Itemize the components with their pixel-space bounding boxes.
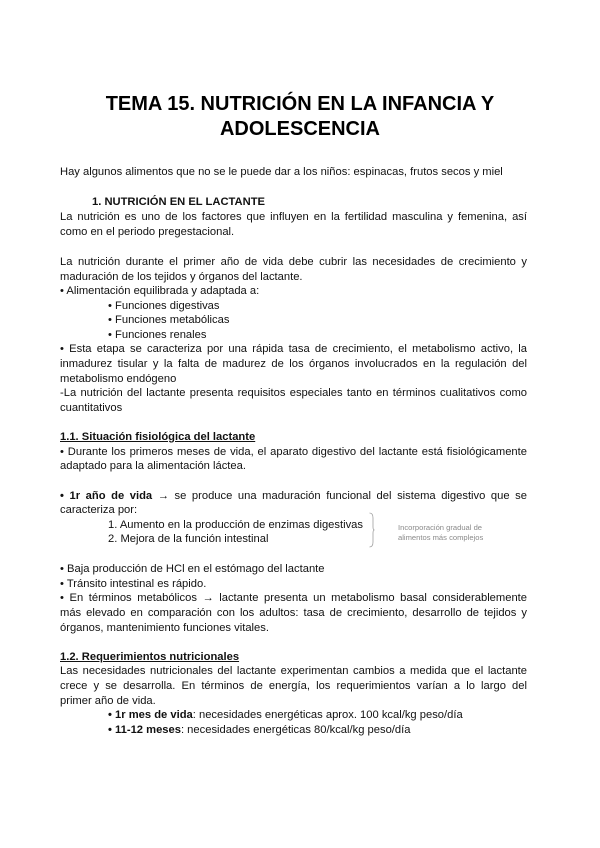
req-primer-mes	[108, 708, 463, 723]
s12-p1-line2: crece y se desarrolla. En términos de energía, los requerimientos varían a lo largo del	[60, 680, 527, 692]
s1-p1-line1: La nutrición es uno de los factores que influyen en la fertilidad masculina y femenina, así	[60, 211, 527, 223]
s11-p2-line2: caracteriza por:	[60, 504, 138, 516]
sub-bullet-renales: • Funciones renales	[108, 329, 207, 341]
s1-p2-line2: maduración de los tejidos y órganos del lactante.	[60, 271, 303, 283]
req-11-12-meses	[108, 723, 410, 738]
s1-p1-line2: como en el periodo pregestacional.	[60, 226, 235, 238]
bullet-metabolicos-line1: • En términos metabólicos → lactante presenta un metabolismo basal considerablemente	[60, 592, 527, 604]
s1-p4-line1: -La nutrición del lactante presenta requisitos especiales tanto en términos cualitativos como	[60, 387, 527, 399]
section-1-heading: 1. NUTRICIÓN EN EL LACTANTE	[92, 196, 265, 208]
handwritten-note-line2: alimentos más complejos	[398, 533, 484, 542]
s12-p1-line1: Las necesidades nutricionales del lactante experimentan cambios a medida que el lactante	[60, 665, 527, 677]
s1-p4-line2: cuantitativos	[60, 402, 123, 414]
page-title	[40, 92, 560, 142]
sub-bullet-digestivas: • Funciones digestivas	[108, 300, 220, 312]
s1-p3-line2: inmadurez tisular y la falta de madurez de los órganos involucrados en la regulación del	[60, 358, 527, 370]
bullet-metabolicos-line3: órganos, mantenimiento funciones vitales.	[60, 622, 269, 634]
bullet-transito: • Tránsito intestinal es rápido.	[60, 578, 207, 590]
s1-p3-line1: • Esta etapa se caracteriza por una rápida tasa de crecimiento, el metabolismo activo, la	[60, 343, 527, 355]
s11-p1-line2: adaptado para la alimentación láctea.	[60, 460, 246, 472]
req-11-12-meses-label: • 11-12 meses	[108, 724, 181, 736]
handwritten-brace-icon	[369, 512, 375, 548]
primer-ano-label: • 1r año de vida	[60, 490, 153, 502]
title-line-2: ADOLESCENCIA	[219, 118, 380, 140]
s1-p3-line3: metabolismo endógeno	[60, 373, 177, 385]
req-11-12-meses-text: : necesidades energéticas 80/kcal/kg peso/día	[180, 724, 411, 736]
handwritten-note-line1: Incorporación gradual de	[398, 523, 483, 532]
s12-p1-line3: primer año de vida.	[60, 695, 156, 707]
primer-ano-text: → se produce una maduración funcional del sistema digestivo que se	[152, 490, 527, 502]
intro-text: Hay algunos alimentos que no se le puede dar a los niños: espinacas, frutos secos y miel	[60, 166, 503, 178]
title-line-1: TEMA 15. NUTRICIÓN EN LA INFANCIA Y	[105, 93, 495, 115]
section-1-2-heading: 1.2. Requerimientos nutricionales	[60, 651, 240, 663]
list-item-1: 1. Aumento en la producción de enzimas digestivas	[108, 519, 363, 531]
bullet-metabolicos-line2: más elevado en comparación con los adultos: tasa de crecimiento, desarrollo de tejidos y	[60, 607, 527, 619]
section-1-1-heading: 1.1. Situación fisiológica del lactante	[60, 431, 256, 443]
bullet-hcl: • Baja producción de HCl en el estómago del lactante	[60, 563, 325, 575]
req-primer-mes-text: : necesidades energéticas aprox. 100 kcal/kg peso/día	[192, 709, 463, 721]
bullet-alimentacion: • Alimentación equilibrada y adaptada a:	[60, 285, 260, 297]
s1-p2-line1: La nutrición durante el primer año de vida debe cubrir las necesidades de crecimiento y	[60, 256, 527, 268]
s11-p1-line1: • Durante los primeros meses de vida, el aparato digestivo del lactante está fisiológicamente	[60, 446, 527, 458]
sub-bullet-metabolicas: • Funciones metabólicas	[108, 314, 230, 326]
req-primer-mes-label: • 1r mes de vida	[108, 709, 193, 721]
s11-p2-line1	[60, 489, 527, 504]
list-item-2: 2. Mejora de la función intestinal	[108, 533, 269, 545]
